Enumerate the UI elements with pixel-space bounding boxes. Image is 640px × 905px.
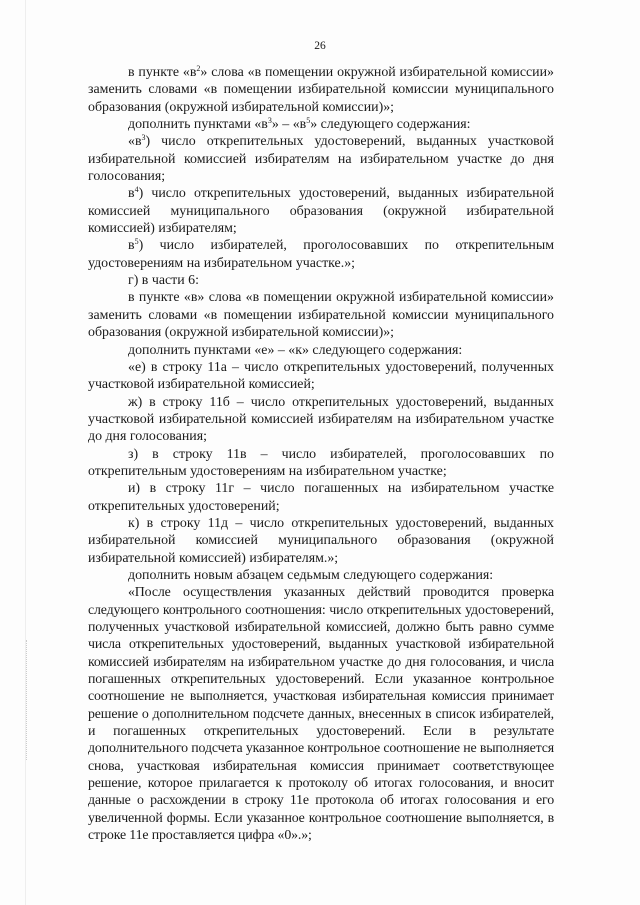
paragraph-2-mid: » – «в: [271, 117, 307, 133]
paragraph-14: дополнить новым абзацем седьмым следующего содержания:: [128, 567, 494, 583]
paragraph-4-rest: ) число открепительных удостоверений, выданных избирательной комиссией муниципального образования (окружной избирательной комиссией) избирателям;: [88, 186, 554, 237]
superscript: 5: [134, 237, 139, 247]
paragraph-13: к) в строку 11д – число открепительных удостоверений, выданных избирательной комиссией муниципального образования (окружной избирательной комиссией) избирателям.»;: [88, 515, 554, 566]
superscript: 3: [141, 133, 146, 143]
superscript: 5: [306, 116, 311, 126]
paragraph-5-rest: ) число избирателей, проголосовавших по открепительным удостоверениям на избирательном участке.»;: [88, 238, 554, 271]
paragraph-1-rest: » слова «в помещении окружной избирательной комиссии» заменить словами «в помещении избирательной комиссии муниципального образования (окружной избирательной комиссии)»;: [88, 65, 554, 115]
scan-margin-line: [25, 0, 26, 905]
paragraph-8: дополнить пунктами «е» – «к» следующего содержания:: [128, 342, 463, 358]
superscript: 3: [267, 116, 272, 126]
paragraph-4: [88, 185, 554, 237]
paragraph-1: [88, 64, 554, 116]
paragraph-10: ж) в строку 11б – число открепительных удостоверений, выданных участковой избирательной комиссией избирателям на избирательном участке до дня голосования;: [88, 394, 554, 445]
paragraph-3-rest: ) число открепительных удостоверений, выданных участковой избирательной комиссией избирателям на избирательном участке до дня голосования;: [88, 134, 554, 185]
paragraph-2-start: дополнить пунктами «в: [128, 117, 268, 133]
paragraph-7: в пункте «в» слова «в помещении окружной избирательной комиссии» заменить словами «в помещении избирательной комиссии муниципального образования (окружной избирательной комиссии)»;: [88, 290, 554, 341]
paragraph-3: [88, 133, 554, 185]
document-body: [88, 64, 554, 844]
paragraph-15: «После осуществления указанных действий проводится проверка следующего контрольного соотношения: число открепительных удостоверений, полученных участковой избирательной комиссией, должно быть равно сумме числа открепительных удостоверений, выданных участковой избирательной комиссией избирателям на избирательном участке до дня голосования, и числа погашенных открепительных удостоверений. Если указанное контрольное соотношение не выполняется, участковая избирательная комиссия принимает решение о дополнительном подсчете данных, внесенных в список избирателей, и погашенных открепительных удостоверений. Если в результате дополнительного подсчета указанное контрольное соотношение не выполняется снова, участковая избирательная комиссия принимает соответствующее решение, которое прилагается к протоколу об итогах голосования, и вносит данные о расхождении в строку 11е протокола об итогах голосования и его увеличенной формы. Если указанное контрольное соотношение выполняется, в строке 11е проставляется цифра «0».»;: [88, 585, 554, 844]
superscript: 4: [134, 185, 139, 195]
paragraph-9: «е) в строку 11а – число открепительных удостоверений, полученных участковой избирательной комиссией;: [88, 359, 554, 393]
page-number: 26: [314, 40, 326, 52]
paragraph-2-rest: » следующего содержания:: [310, 117, 471, 133]
paragraph-5: [88, 237, 554, 272]
scan-margin-dots: [26, 640, 29, 760]
paragraph-6: г) в части 6:: [128, 273, 199, 289]
paragraph-3-start: «в: [128, 134, 142, 150]
paragraph-1-start: в пункте «в: [128, 65, 197, 80]
paragraph-4-start: в: [128, 186, 135, 202]
paragraph-2: [88, 116, 554, 133]
paragraph-11: з) в строку 11в – число избирателей, проголосовавших по открепительным удостоверениям на избирательном участке;: [88, 446, 554, 479]
superscript: 2: [196, 64, 201, 73]
paragraph-12: и) в строку 11г – число погашенных на избирательном участке открепительных удостоверений;: [88, 481, 554, 514]
paragraph-5-start: в: [128, 238, 135, 254]
